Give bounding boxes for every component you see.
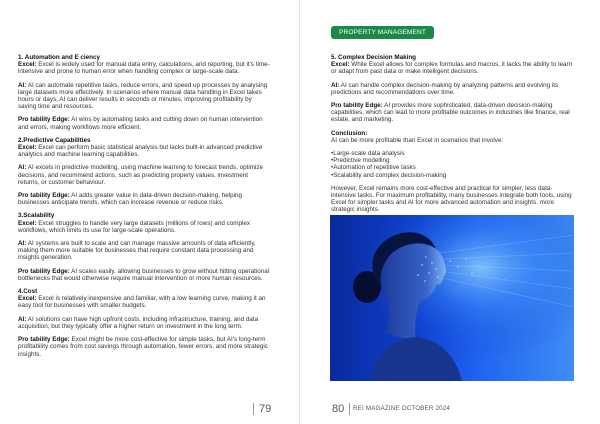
magazine-issue: REI MAGAZINE OCTOBER 2024 bbox=[353, 405, 451, 412]
conclusion-list bbox=[331, 150, 573, 179]
page-number-right: 80 bbox=[332, 403, 350, 415]
section-predictive bbox=[18, 137, 270, 207]
ai-paragraph: AI: AI systems are built to scale and can manage massive amounts of data efficiently, making them more suitable for businesses that require constant data processing and insights generation. bbox=[18, 240, 256, 262]
right-page bbox=[300, 0, 600, 424]
edge-paragraph: Pro tability Edge: AI adds greater value in data-driven decision-making, helping businesses anticipate trends, which can increase revenue or reduce risks. bbox=[18, 192, 242, 207]
section-badge: PROPERTY MANAGEMENT bbox=[331, 26, 434, 39]
section-conclusion bbox=[331, 130, 573, 214]
section-scalability bbox=[18, 212, 270, 282]
ai-paragraph: AI: AI can automate repetitive tasks, reduce errors, and speed up processes by analysing large datasets more effectively. In scenarios where manual data handling in Excel takes hours or days, AI can deliver results in seconds or minutes, improving profitability by saving time and resources. bbox=[18, 81, 268, 111]
edge-paragraph: Pro tability Edge: AI scales easily, allowing businesses to grow without hitting operational bottlenecks that would otherwise require manual intervention or more human resources. bbox=[18, 267, 270, 282]
section-title: 5. Complex Decision Making bbox=[331, 54, 417, 61]
list-item: •Predictive modelling bbox=[331, 157, 390, 165]
section-automation bbox=[18, 54, 270, 131]
section-title: 1. Automation and E ciency bbox=[18, 54, 100, 61]
section-title: 2.Predictive Capabilities bbox=[18, 136, 91, 144]
excel-paragraph: Excel: Excel struggles to handle very large datasets (millions of rows) and complex workflows, which limits its use for large-scale operations. bbox=[18, 219, 251, 234]
list-item: •Large-scale data analysis bbox=[331, 150, 405, 158]
edge-paragraph: Pro tability Edge: Excel might be more cost-effective for simple tasks, but AI's long-term profitability comes from cost savings through automation, fewer errors, and more strategic insights. bbox=[18, 336, 268, 358]
page-number-left: 79 bbox=[253, 403, 271, 415]
list-item: •Automation of repetitive tasks bbox=[331, 164, 416, 172]
excel-paragraph: Excel: While Excel allows for complex formulas and macros, it lacks the ability to learn or adapt from past data or make intelligent decisions. bbox=[331, 61, 573, 76]
section-decision-making bbox=[331, 54, 573, 124]
left-column bbox=[18, 54, 270, 364]
edge-paragraph: Pro tability Edge: AI provides more sophisticated, data-driven decision-making capabilities, which can lead to more profitable outcomes in industries like finance, real estate, and marketing. bbox=[331, 102, 570, 124]
ai-paragraph: AI: AI can handle complex decision-making by analyzing patterns and evolving its predictions and recommendations over time. bbox=[331, 81, 559, 96]
conclusion-closing: However, Excel remains more cost-effective and practical for simpler, less data-intensive tasks. For maximum profitability, many businesses integrate both tools, using Excel for simpler tasks and AI for more advanced automation and insights. more strategic insights. bbox=[331, 184, 572, 214]
excel-paragraph: Excel: Excel can perform basic statistical analysis but lacks built-in advanced predictive analytics and machine learning capabilities. bbox=[18, 144, 263, 159]
ai-face-photo bbox=[330, 215, 574, 381]
ai-paragraph: AI: AI excels in predictive modelling, using machine learning to forecast trends, optimize decisions, and recommend actions, such as predicting property values, investment returns, or customer behaviour. bbox=[18, 164, 264, 186]
ai-paragraph: AI: AI solutions can have high upfront costs, including infrastructure, training, and data acquisition, but they typically offer a higher return on investment in the long term. bbox=[18, 315, 259, 330]
conclusion-intro: AI can be more profitable than Excel in scenarios that involve: bbox=[331, 136, 504, 144]
excel-paragraph: Excel: Excel is widely used for manual data entry, calculations, and reporting, but it's time-intensive and prone to human error when handling complex or large-scale data. bbox=[18, 61, 270, 76]
section-cost bbox=[18, 288, 270, 358]
section-title: 3.Scalability bbox=[18, 212, 55, 220]
edge-paragraph: Pro tability Edge: AI wins by automating tasks and cutting down on human intervention and errors, making workflows more efficient. bbox=[18, 116, 263, 131]
section-title: 4.Cost bbox=[18, 288, 38, 296]
photo-illustration bbox=[330, 215, 574, 381]
excel-paragraph: Excel: Excel is relatively inexpensive and familiar, with a low learning curve, making it an easy tool for businesses with smaller budgets. bbox=[18, 295, 266, 310]
right-column bbox=[331, 54, 573, 220]
list-item: •Scalability and complex decision-making bbox=[331, 171, 447, 179]
conclusion-title: Conclusion: bbox=[331, 129, 368, 137]
